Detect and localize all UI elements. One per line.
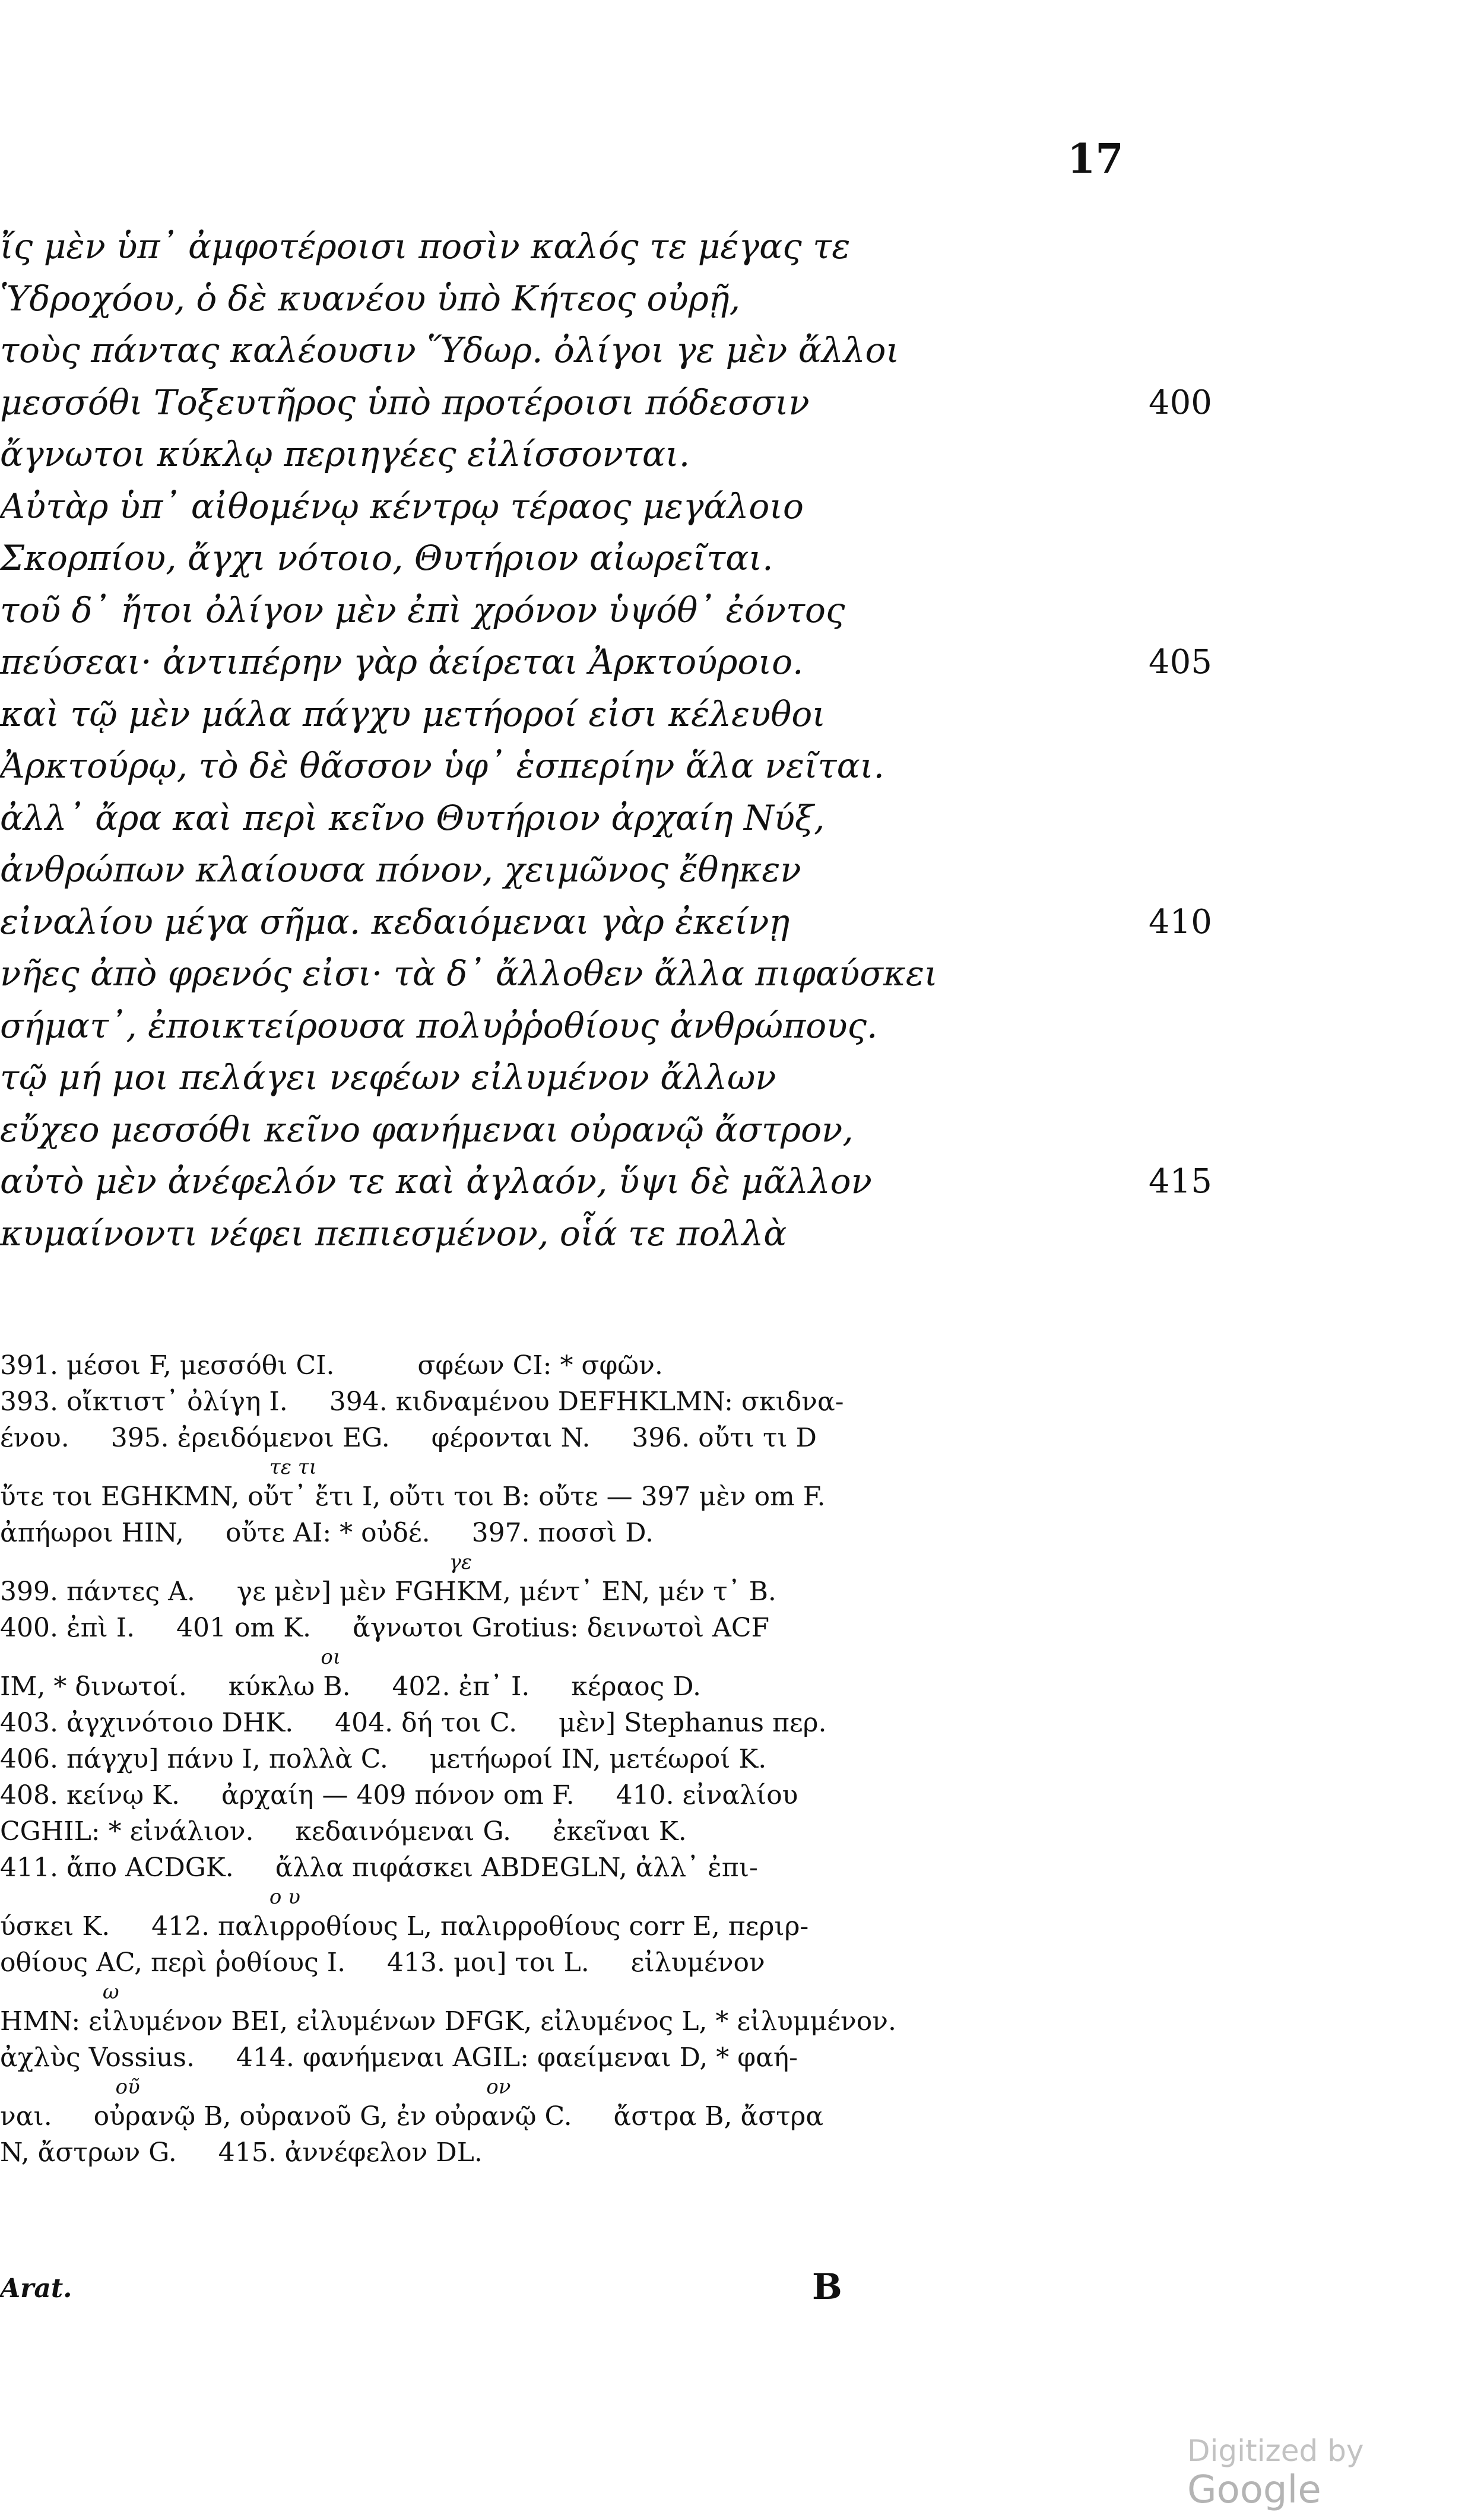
verse-text: Ἀρκτούρῳ, τὸ δὲ θᾶσσον ὑφ᾽ ἑσπερίην ἅλα νεῖται.: [0, 746, 884, 786]
note-superscript-line: γε: [0, 1551, 473, 1574]
google-logo: Google: [1187, 2468, 1321, 2512]
note-line: CGHIL: * εἰνάλιον. κεδαινόμεναι G. ἐκεῖναι K.: [0, 1816, 687, 1847]
note-line: ὔτε τοι EGHKMN, οὔτ᾽ ἔτι I, οὔτι τοι B: οὔτε — 397 μὲν om F.: [0, 1482, 826, 1512]
verse-text: τοὺς πάντας καλέουσιν Ὕδωρ. ὀλίγοι γε μὲν ἄλλοι: [0, 330, 900, 370]
verse-text: εὔχεο μεσσόθι κεῖνο φανήμεναι οὐρανῷ ἄστρον,: [0, 1109, 854, 1150]
note-superscript-line: ω: [0, 1981, 119, 2003]
line-number: 410: [1149, 902, 1212, 941]
note-line: ναι. οὐρανῷ B, οὐρανοῦ G, ἐν οὐρανῷ C. ἄστρα B, ἄστρα: [0, 2101, 824, 2132]
digitized-watermark: [1187, 2434, 1484, 2512]
note-line: ύσκει K. 412. παλιρροθίους L, παλιρροθίους corr E, περιρ-: [0, 1911, 809, 1942]
verse-line: [0, 689, 1247, 741]
verse-text: ἀνθρώπων κλαίουσα πόνον, χειμῶνος ἔθηκεν: [0, 849, 801, 890]
verse-line: [0, 792, 1247, 845]
critical-apparatus: [0, 1347, 1187, 2171]
note-line: 411. ἄπο ACDGK. ἄλλα πιφάσκει ABDEGLN, ἀλλ᾽ ἐπι-: [0, 1853, 758, 1883]
note-line: HMN: εἰλυμένον BEI, εἰλυμένων DFGK, εἰλυμένος L, * εἰλυμμένον.: [0, 2006, 897, 2037]
note-line: ἀχλὺς Vossius. 414. φανήμεναι AGIL: φαείμεναι D, * φαή-: [0, 2042, 798, 2073]
gathering-mark: B: [812, 2266, 842, 2308]
verse-line: [0, 585, 1247, 637]
verse-line: [0, 896, 1247, 949]
verse-line: [0, 1000, 1247, 1052]
verse-text: ἄγνωτοι κύκλῳ περιηγέες εἰλίσσονται.: [0, 434, 690, 474]
verse-line: [0, 532, 1247, 585]
verse-line: [0, 844, 1247, 896]
note-line: N, ἄστρων G. 415. ἀννέφελον DL.: [0, 2137, 483, 2168]
verse-text: τῷ μή μοι πελάγει νεφέων εἰλυμένον ἄλλων: [0, 1057, 776, 1098]
note-line: 406. πάγχυ] πάνυ I, πολλὰ C. μετήωροί IN, μετέωροί K.: [0, 1744, 767, 1774]
line-number: 415: [1149, 1162, 1212, 1201]
verse-line: [0, 273, 1247, 325]
verse-line: [0, 221, 1247, 273]
note-line: 399. πάντες A. γε μὲν] μὲν FGHKM, μέντ᾽ EN, μέν τ᾽ B.: [0, 1577, 776, 1607]
verse-text: ἀλλ᾽ ἄρα καὶ περὶ κεῖνο Θυτήριον ἀρχαίη Νύξ,: [0, 797, 825, 838]
verse-text: Αὐτὰρ ὑπ᾽ αἰθομένῳ κέντρῳ τέραος μεγάλοιο: [0, 486, 804, 526]
verse-line: [0, 636, 1247, 689]
verse-text: τοῦ δ᾽ ἤτοι ὀλίγον μὲν ἐπὶ χρόνον ὑψόθ᾽ ἐόντος: [0, 589, 845, 630]
verse-line: [0, 1104, 1247, 1156]
verse-line: [0, 948, 1247, 1000]
verse-text: εἰναλίου μέγα σῆμα. κεδαιόμεναι γὰρ ἐκείνῃ: [0, 901, 790, 942]
verse-text: κυμαίνοντι νέφει πεπιεσμένον, οἷά τε πολλὰ: [0, 1213, 787, 1254]
verse-block: [0, 221, 1247, 1260]
verse-text: Ὑδροχόου, ὁ δὲ κυανέου ὑπὸ Κήτεος οὐρῇ,: [0, 278, 740, 319]
verse-line: [0, 325, 1247, 377]
verse-text: μεσσόθι Τοξευτῆρος ὑπὸ προτέροισι πόδεσσιν: [0, 382, 810, 423]
verse-text: Σκορπίου, ἄγχι νότοιο, Θυτήριον αἰωρεῖται.: [0, 538, 773, 578]
verse-line: [0, 1208, 1247, 1260]
note-line: ένου. 395. ἐρειδόμενοι EG. φέρονται N. 396. οὔτι τι D: [0, 1423, 817, 1453]
note-line: ἀπήωροι HIN, οὔτε AI: * οὐδέ. 397. ποσσὶ D.: [0, 1518, 654, 1548]
watermark-prefix: Digitized by: [1187, 2434, 1364, 2468]
verse-text: πεύσεαι· ἀντιπέρην γὰρ ἀείρεται Ἀρκτούροιο.: [0, 642, 804, 682]
note-superscript-line: ο υ: [0, 1886, 300, 1908]
verse-text: νῆες ἀπὸ φρενός εἰσι· τὰ δ᾽ ἄλλοθεν ἄλλα πιφαύσκει: [0, 953, 938, 994]
verse-text: ἴς μὲν ὑπ᾽ ἀμφοτέροισι ποσὶν καλός τε μέγας τε: [0, 226, 851, 267]
verse-line: [0, 1156, 1247, 1208]
note-line: 408. κείνῳ K. ἀρχαίη — 409 πόνον om F. 410. εἰναλίου: [0, 1780, 798, 1810]
verse-line: [0, 377, 1247, 429]
note-line: 403. ἀγχινότοιο DHK. 404. δή τοι C. μὲν] Stephanus περ.: [0, 1708, 827, 1738]
verse-text: αὐτὸ μὲν ἀνέφελόν τε καὶ ἀγλαόν, ὕψι δὲ μᾶλλον: [0, 1161, 872, 1201]
note-line: 393. οἴκτιστ᾽ ὀλίγη I. 394. κιδναμένου DEFHKLMN: σκιδνα-: [0, 1387, 844, 1417]
line-number: 405: [1149, 643, 1212, 681]
note-line: 400. ἐπὶ I. 401 om K. ἄγνωτοι Grotius: δεινωτοὶ ACF: [0, 1613, 770, 1643]
note-line: IM, * δινωτοί. κύκλω B. 402. ἐπ᾽ I. κέραος D.: [0, 1672, 701, 1702]
note-line: 391. μέσοι F, μεσσόθι CI. σφέων CI: * σφῶν.: [0, 1350, 663, 1381]
verse-line: [0, 481, 1247, 533]
verse-text: καὶ τῷ μὲν μάλα πάγχυ μετήοροί εἰσι κέλευθοι: [0, 693, 826, 734]
verse-line: [0, 1052, 1247, 1104]
note-superscript-line: οῦ ον: [0, 2076, 511, 2098]
verse-line: [0, 740, 1247, 792]
note-superscript-line: τε τι: [0, 1456, 317, 1479]
page-number: 17: [1067, 135, 1124, 183]
note-superscript-line: οι: [0, 1646, 341, 1669]
verse-text: σήματ᾽, ἐποικτείρουσα πολυῤῥοθίους ἀνθρώπους.: [0, 1005, 878, 1046]
verse-line: [0, 429, 1247, 481]
line-number: 400: [1149, 383, 1212, 422]
signature-mark: Arat.: [0, 2273, 72, 2304]
note-line: οθίους AC, περὶ ῥοθίους I. 413. μοι] τοι L. εἰλυμένον: [0, 1948, 765, 1978]
